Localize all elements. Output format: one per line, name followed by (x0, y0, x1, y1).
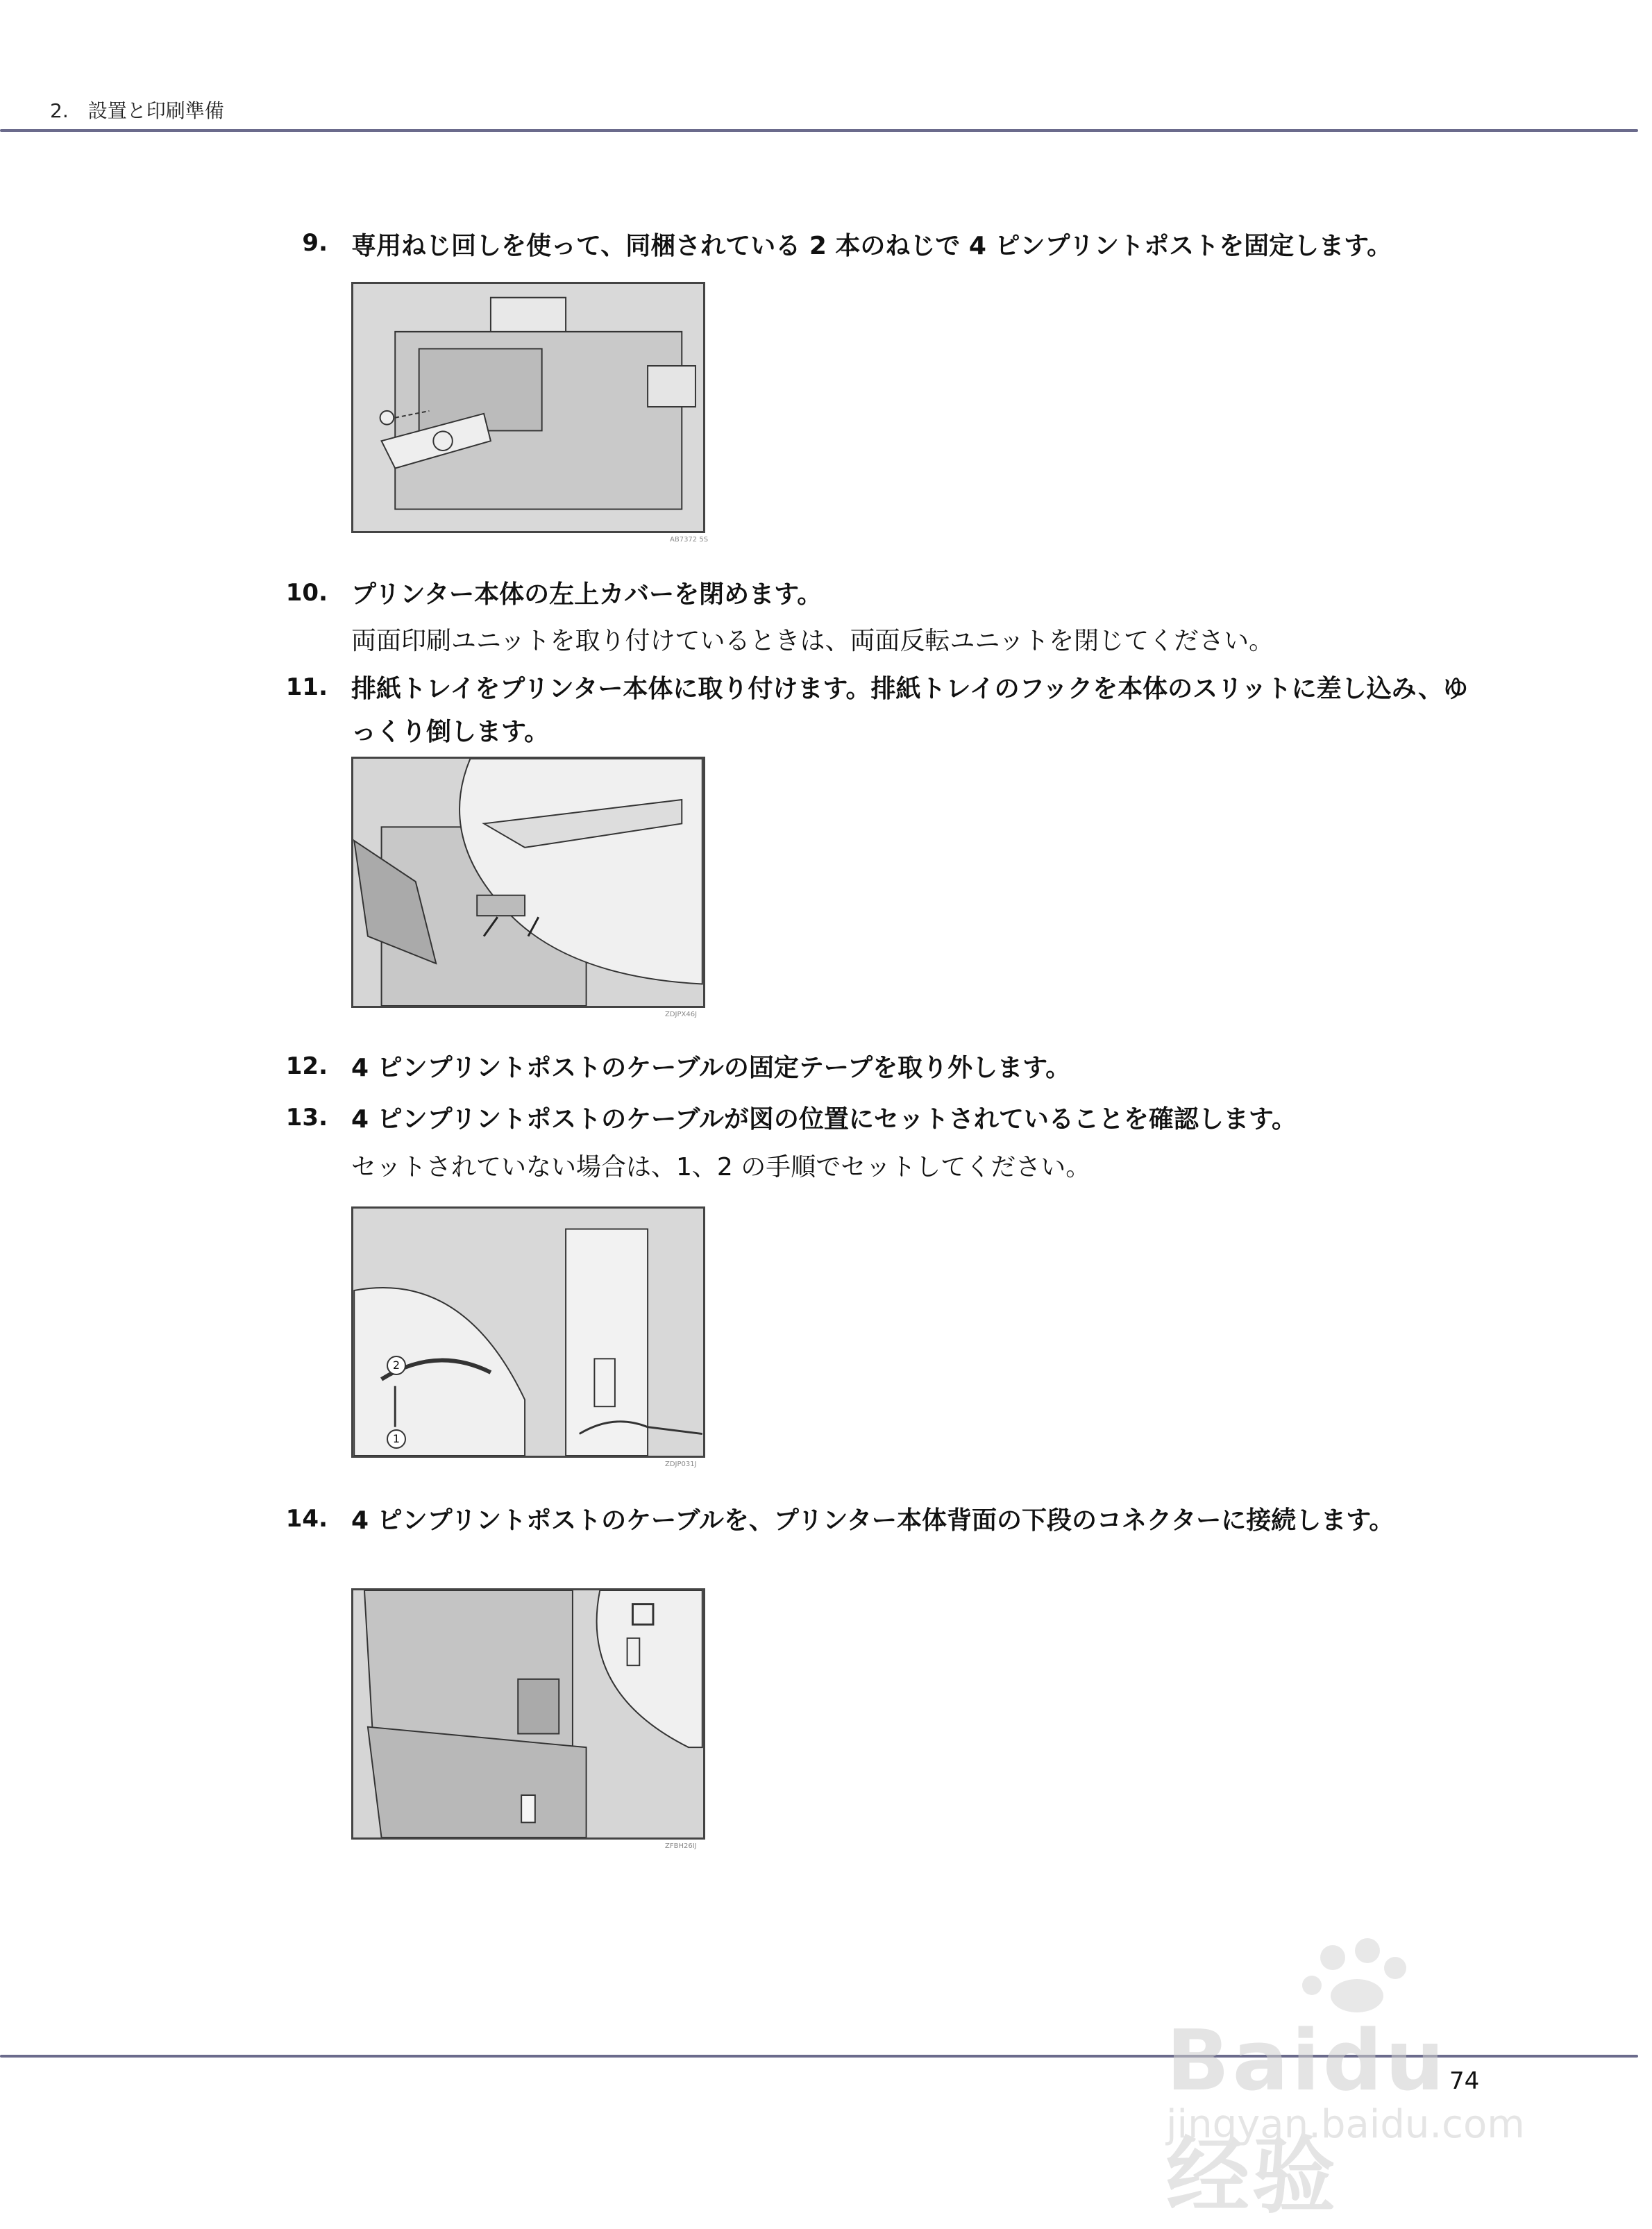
figure-code: ZDJP031J (665, 1461, 697, 1468)
step-14-text: 4 ピンプリントポストのケーブルを、プリンター本体背面の下段のコネクターに接続します。 (351, 1506, 1394, 1535)
step-11-text: 排紙トレイをプリンター本体に取り付けます。排紙トレイのフックを本体のスリットに差し込み、ゆっくり倒します。 (351, 675, 1468, 746)
step-13-note: セットされていない場合は、1、2 の手順でセットしてください。 (351, 1153, 1091, 1181)
step-12-text: 4 ピンプリントポストのケーブルの固定テープを取り外します。 (351, 1054, 1071, 1082)
callout-1: 1 (387, 1429, 406, 1449)
figure-code: ZDJPX46J (665, 1011, 698, 1018)
step-10-number: 10. (285, 579, 328, 607)
watermark-url: jingyan.baidu.com (1166, 2102, 1525, 2147)
callout-2: 2 (387, 1356, 406, 1375)
figure-cable-routing (351, 1206, 705, 1458)
step-10-note: 両面印刷ユニットを取り付けているときは、両面反転ユニットを閉じてください。 (351, 627, 1274, 655)
page-number: 74 (1449, 2067, 1480, 2095)
step-14-number: 14. (285, 1505, 328, 1533)
figure-output-tray (351, 757, 705, 1008)
rear-connector-illustration (353, 1590, 703, 1837)
section-header: 2. 設置と印刷準備 (50, 99, 224, 122)
figure-rear-connector (351, 1588, 705, 1840)
step-9-number: 9. (302, 229, 328, 257)
step-9-text: 専用ねじ回しを使って、同梱されている 2 本のねじで 4 ピンプリントポストを固定します。 (351, 232, 1392, 260)
step-13-text: 4 ピンプリントポストのケーブルが図の位置にセットされていることを確認します。 (351, 1105, 1297, 1134)
figure-code: ZFBH26IJ (665, 1842, 697, 1850)
step-11-number: 11. (285, 673, 328, 701)
figure-screw-fixing (351, 282, 705, 533)
baidu-watermark (1152, 1930, 1541, 2225)
step-13-number: 13. (285, 1104, 328, 1132)
header-divider (0, 129, 1638, 132)
output-tray-illustration (353, 759, 703, 1006)
step-10-text: プリンター本体の左上カバーを閉めます。 (351, 580, 823, 609)
cable-routing-illustration (353, 1209, 703, 1456)
paw-icon (1291, 1930, 1430, 2013)
watermark-brand: Baidu 经验 (1166, 2013, 1447, 2225)
figure-code: AB7372 5S (670, 536, 709, 544)
step-12-number: 12. (285, 1052, 328, 1080)
screw-fixing-illustration (353, 284, 703, 531)
